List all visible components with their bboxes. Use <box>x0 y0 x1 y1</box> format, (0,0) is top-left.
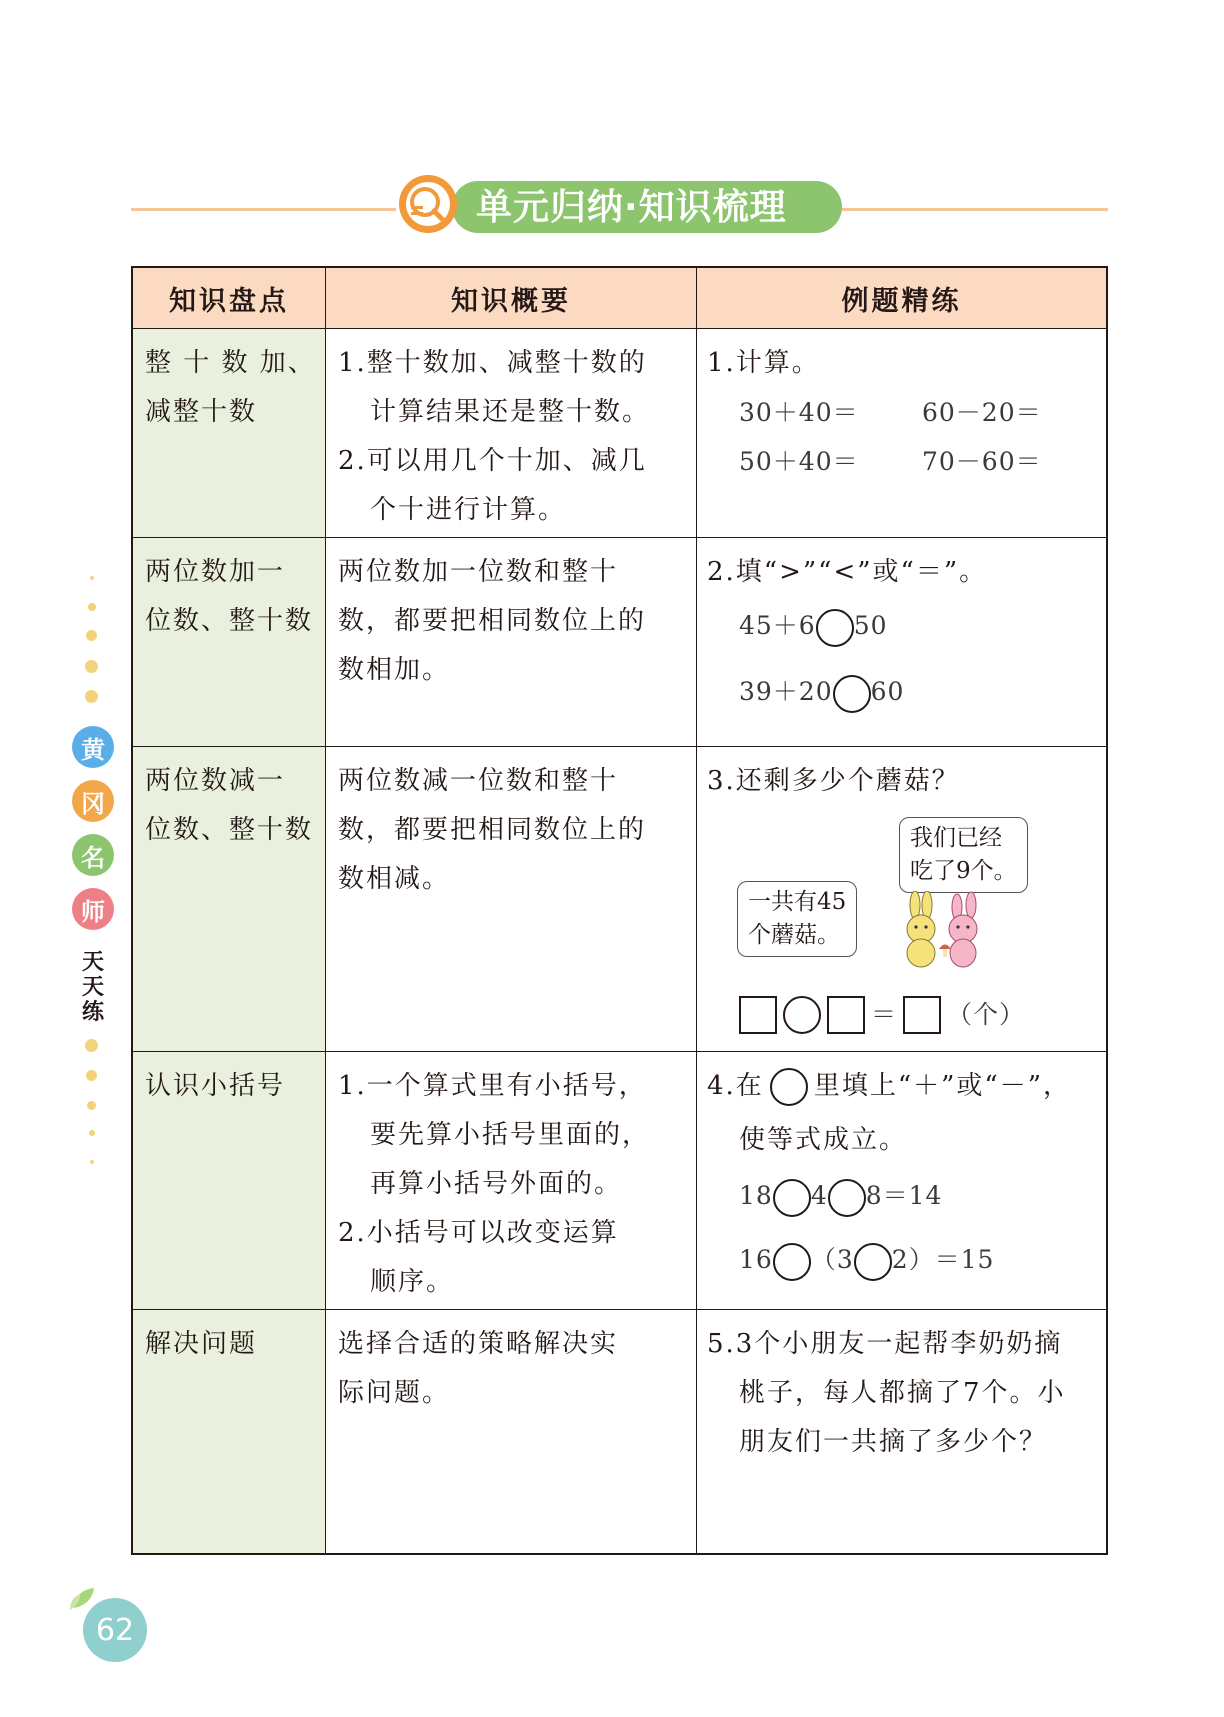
eq-part: 4 <box>810 1181 828 1210</box>
compare-right: 50 <box>853 611 888 640</box>
compare-left: 45＋6 <box>739 611 816 640</box>
topic-line: 位数、整十数 <box>145 815 314 845</box>
compare-item <box>739 672 904 713</box>
calc-item: 30＋40＝ <box>739 398 859 427</box>
summary-line: 数，都要把相同数位上的 <box>338 606 647 636</box>
summary-line: 际问题。 <box>338 1378 451 1408</box>
operator-circle[interactable] <box>854 1243 892 1281</box>
summary-line: 1.整十数加、减整十数的 <box>338 348 647 378</box>
side-badge: 名 <box>72 834 114 876</box>
summary-line: 两位数加一位数和整十 <box>338 557 619 587</box>
table-row <box>133 747 1106 1052</box>
example-cell <box>697 538 1106 746</box>
decor-dot <box>86 1070 97 1081</box>
topic-line: 位数、整十数 <box>145 606 314 636</box>
operator-circle[interactable] <box>783 996 821 1034</box>
answer-box[interactable] <box>827 996 865 1034</box>
blank-circle <box>770 1068 808 1106</box>
side-badge: 师 <box>72 888 114 930</box>
example-line: 桃子，每人都摘了7个。小 <box>739 1378 1066 1408</box>
unit-label: （个） <box>947 1000 1026 1029</box>
example-cell <box>697 747 1106 1051</box>
answer-equation <box>739 995 1025 1035</box>
decor-dot <box>90 576 94 580</box>
summary-cell <box>326 1052 697 1309</box>
decor-dot <box>86 630 97 641</box>
answer-box[interactable] <box>903 996 941 1034</box>
summary-cell <box>326 747 697 1051</box>
vertical-char: 天 <box>81 950 104 975</box>
summary-line: 数相加。 <box>338 655 451 685</box>
calc-item: 60－20＝ <box>922 398 1042 427</box>
compare-left: 39＋20 <box>739 677 833 706</box>
example-title: 3.还剩多少个蘑菇？ <box>707 766 960 796</box>
title-part: 里填上“＋”或“－”， <box>813 1071 1071 1101</box>
calc-item: 50＋40＝ <box>739 447 859 476</box>
table-row <box>133 538 1106 747</box>
summary-line: 顺序。 <box>370 1267 455 1297</box>
topic-line: 减整十数 <box>145 397 258 427</box>
vertical-char: 天 <box>81 975 104 1000</box>
decor-dot <box>87 1101 96 1110</box>
header-rule-left <box>131 208 396 211</box>
topic-line: 整 十 数 加、 <box>145 348 316 378</box>
bubble-line: 个蘑菇。 <box>748 922 840 948</box>
bubble-line: 我们已经 <box>910 825 1002 851</box>
side-badge: 黄 <box>72 726 114 768</box>
column-header-summary: 知识概要 <box>326 268 697 328</box>
example-cell <box>697 329 1106 537</box>
bubble-line: 一共有45 <box>748 889 847 915</box>
compare-right: 60 <box>870 677 905 706</box>
table-row <box>133 1052 1106 1310</box>
summary-cell <box>326 538 697 746</box>
table-header-row <box>133 268 1106 329</box>
operator-circle[interactable] <box>773 1243 811 1281</box>
example-cell <box>697 1310 1106 1553</box>
section-title: 单元归纳·知识梳理 <box>476 187 787 228</box>
table-row <box>133 1310 1106 1553</box>
topic-line: 解决问题 <box>145 1329 258 1359</box>
topic-line: 两位数减一 <box>145 766 286 796</box>
decor-dot <box>85 1039 98 1052</box>
topic-cell <box>133 1052 326 1309</box>
decor-dot <box>85 690 98 703</box>
summary-line: 选择合适的策略解决实 <box>338 1329 619 1359</box>
equals-sign: ＝ <box>871 1000 898 1029</box>
answer-circle[interactable] <box>833 675 871 713</box>
answer-circle[interactable] <box>816 609 854 647</box>
summary-cell <box>326 329 697 537</box>
example-line: 使等式成立。 <box>739 1125 908 1155</box>
equation-item <box>739 1176 942 1217</box>
example-cell <box>697 1052 1106 1309</box>
summary-line: 2.小括号可以改变运算 <box>338 1218 619 1248</box>
summary-line: 数，都要把相同数位上的 <box>338 815 647 845</box>
column-header-topic: 知识盘点 <box>133 268 326 328</box>
summary-line: 计算结果还是整十数。 <box>370 397 651 427</box>
equation-item <box>739 1240 994 1281</box>
summary-line: 数相减。 <box>338 864 451 894</box>
eq-part: 16 <box>739 1245 773 1274</box>
example-line: 5.3个小朋友一起帮李奶奶摘 <box>707 1329 1063 1359</box>
eq-part: （3 <box>810 1245 854 1274</box>
side-badge: 冈 <box>72 780 114 822</box>
example-title: 2.填“>”“<”或“＝”。 <box>707 557 988 587</box>
topic-cell <box>133 747 326 1051</box>
topic-cell <box>133 1310 326 1553</box>
topic-cell <box>133 538 326 746</box>
table-row <box>133 329 1106 538</box>
example-title <box>707 1062 1071 1111</box>
speech-bubble-right <box>899 817 1028 893</box>
summary-line: 2.可以用几个十加、减几 <box>338 446 647 476</box>
eq-part: 2）＝15 <box>891 1245 995 1274</box>
bubble-line: 吃了9个。 <box>910 858 1017 884</box>
decor-dot <box>88 603 96 611</box>
example-line: 朋友们一共摘了多少个？ <box>739 1427 1048 1457</box>
side-vertical-text <box>80 950 106 1025</box>
compare-item <box>739 606 888 647</box>
knowledge-table <box>131 266 1108 1555</box>
speech-bubble-left <box>737 881 857 957</box>
summary-line: 再算小括号外面的。 <box>370 1169 623 1199</box>
summary-cell <box>326 1310 697 1553</box>
topic-line: 认识小括号 <box>145 1071 286 1101</box>
column-header-example: 例题精练 <box>697 268 1106 328</box>
summary-line: 1.一个算式里有小括号， <box>338 1071 647 1101</box>
operator-circle[interactable] <box>828 1179 866 1217</box>
topic-line: 两位数加一 <box>145 557 286 587</box>
summary-line: 个十进行计算。 <box>370 495 567 525</box>
topic-cell <box>133 329 326 537</box>
vertical-char: 练 <box>81 1000 104 1025</box>
decor-dot <box>90 1160 94 1164</box>
answer-box[interactable] <box>739 996 777 1034</box>
header-rule-right <box>840 208 1108 211</box>
operator-circle[interactable] <box>773 1179 811 1217</box>
eq-part: 18 <box>739 1181 773 1210</box>
eq-part: 8＝14 <box>865 1181 943 1210</box>
summary-line: 要先算小括号里面的， <box>370 1120 651 1150</box>
page-number: 62 <box>83 1598 147 1662</box>
title-part: 4.在 <box>707 1071 764 1101</box>
calc-item: 70－60＝ <box>922 447 1042 476</box>
decor-dot <box>85 660 98 673</box>
summary-line: 两位数减一位数和整十 <box>338 766 619 796</box>
example-title: 1.计算。 <box>707 348 820 378</box>
decor-dot <box>89 1130 95 1136</box>
rabbits-eating-mushrooms-illustration <box>887 891 999 971</box>
magnifier-logo-icon <box>397 173 459 235</box>
